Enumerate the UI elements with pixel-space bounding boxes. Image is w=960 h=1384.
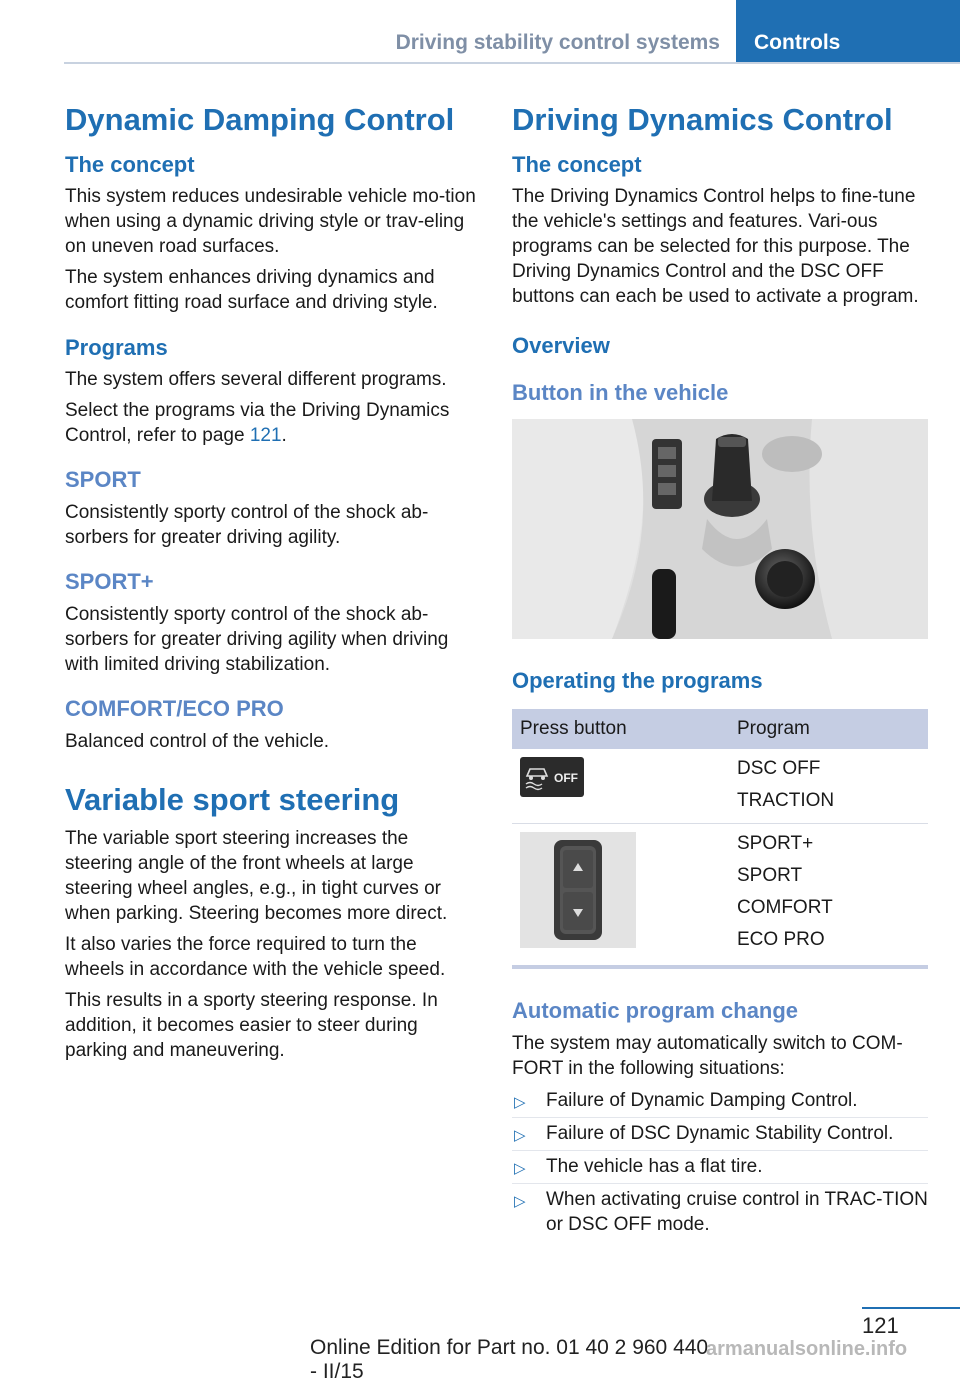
heading-concept: The concept xyxy=(512,152,642,177)
program-sport: SPORT xyxy=(737,865,803,886)
running-header-tab: Controls xyxy=(736,0,960,62)
column-header-press-button: Press button xyxy=(512,709,729,749)
dsc-icon-label: OFF xyxy=(554,771,578,785)
heading-operating-programs: Operating the programs xyxy=(512,668,763,693)
paragraph: The Driving Dynamics Control helps to fine‐tune the vehicle's settings and features. Vari‐ous programs can be selected for this purpose. The Driving Dynamics Control and the DSC OFF buttons can each be used to activate a program. xyxy=(512,186,919,307)
table-cell xyxy=(512,749,729,824)
triangle-bullet-icon: ▷ xyxy=(514,1127,526,1144)
program-traction: TRACTION xyxy=(737,790,835,811)
right-column xyxy=(512,100,928,1241)
console-illustration xyxy=(512,419,928,639)
page-link[interactable]: 121 xyxy=(249,425,282,446)
heading-programs: Programs xyxy=(65,335,168,360)
table-cell xyxy=(729,824,928,968)
list-item-text: The vehicle has a flat tire. xyxy=(546,1156,763,1177)
program-sport-plus: SPORT+ xyxy=(737,833,814,854)
vehicle-console-photo xyxy=(512,419,928,639)
left-column xyxy=(65,100,480,1063)
heading-comfort-eco-pro: COMFORT/ECO PRO xyxy=(65,696,284,721)
triangle-bullet-icon: ▷ xyxy=(514,1193,526,1210)
triangle-bullet-icon: ▷ xyxy=(514,1160,526,1177)
programs-table xyxy=(512,709,928,969)
heading-dynamic-damping-control: Dynamic Damping Control xyxy=(65,102,455,137)
heading-sport-plus: SPORT+ xyxy=(65,569,154,594)
list-item-text: Failure of DSC Dynamic Stability Control. xyxy=(546,1123,894,1144)
table-cell xyxy=(729,749,928,824)
table-cell xyxy=(512,824,729,968)
paragraph: The system enhances driving dynamics and comfort fitting road surface and driving style. xyxy=(65,267,438,313)
page-number: 121 xyxy=(862,1313,899,1338)
triangle-bullet-icon: ▷ xyxy=(514,1094,526,1111)
text: . xyxy=(281,425,287,446)
heading-sport: SPORT xyxy=(65,467,141,492)
paragraph: Consistently sporty control of the shock ab‐sorbers for greater driving agility. xyxy=(65,502,429,548)
watermark: armanualsonline.info xyxy=(706,1338,908,1360)
edition-note: Online Edition for Part no. 01 40 2 960 440 - II/15 xyxy=(310,1336,709,1383)
table-header-row xyxy=(512,709,928,749)
list-item xyxy=(512,1118,928,1151)
heading-button-in-vehicle: Button in the vehicle xyxy=(512,380,729,405)
heading-driving-dynamics-control: Driving Dynamics Control xyxy=(512,102,893,137)
list-item xyxy=(512,1085,928,1118)
table-row xyxy=(512,824,928,968)
program-eco-pro: ECO PRO xyxy=(737,929,825,950)
paragraph: This results in a sporty steering response. In addition, it becomes easier to steer during parking and maneuvering. xyxy=(65,990,438,1061)
paragraph: The system offers several different programs. xyxy=(65,369,447,390)
paragraph-page-ref xyxy=(65,398,480,448)
heading-variable-sport-steering: Variable sport steering xyxy=(65,782,400,817)
heading-concept: The concept xyxy=(65,152,195,177)
paragraph: This system reduces undesirable vehicle mo‐tion when using a dynamic driving style or trav‐eling on uneven road surfaces. xyxy=(65,186,476,257)
list-item xyxy=(512,1151,928,1184)
dsc-off-button-icon xyxy=(520,757,584,797)
running-header-section: Driving stability control systems xyxy=(395,31,720,54)
situations-list xyxy=(512,1085,928,1241)
list-item-text: Failure of Dynamic Damping Control. xyxy=(546,1090,858,1111)
paragraph: It also varies the force required to turn the wheels in accordance with the vehicle speed. xyxy=(65,934,446,980)
text: Select the programs via the Driving Dynamics Control, refer to page xyxy=(65,400,450,446)
program-comfort: COMFORT xyxy=(737,897,833,918)
heading-automatic-program-change: Automatic program change xyxy=(512,998,799,1023)
paragraph: Consistently sporty control of the shock ab‐sorbers for greater driving agility when driving with limited driving stabilization. xyxy=(65,604,449,675)
list-item xyxy=(512,1184,928,1241)
footer-rule xyxy=(862,1307,960,1309)
table-row xyxy=(512,749,928,824)
program-dsc-off: DSC OFF xyxy=(737,758,821,779)
paragraph: The variable sport steering increases the steering angle of the front wheels at large steering wheel angles, e.g., in tight curves or when parking. Steering becomes more direct. xyxy=(65,828,448,924)
paragraph: Balanced control of the vehicle. xyxy=(65,731,330,752)
header-rule xyxy=(64,62,960,64)
column-header-program: Program xyxy=(729,709,928,749)
list-item-text: When activating cruise control in TRAC‐TION or DSC OFF mode. xyxy=(546,1189,928,1235)
paragraph: The system may automatically switch to COM‐FORT in the following situations: xyxy=(512,1033,903,1079)
mode-rocker-button-icon xyxy=(520,832,636,948)
heading-overview: Overview xyxy=(512,333,610,358)
